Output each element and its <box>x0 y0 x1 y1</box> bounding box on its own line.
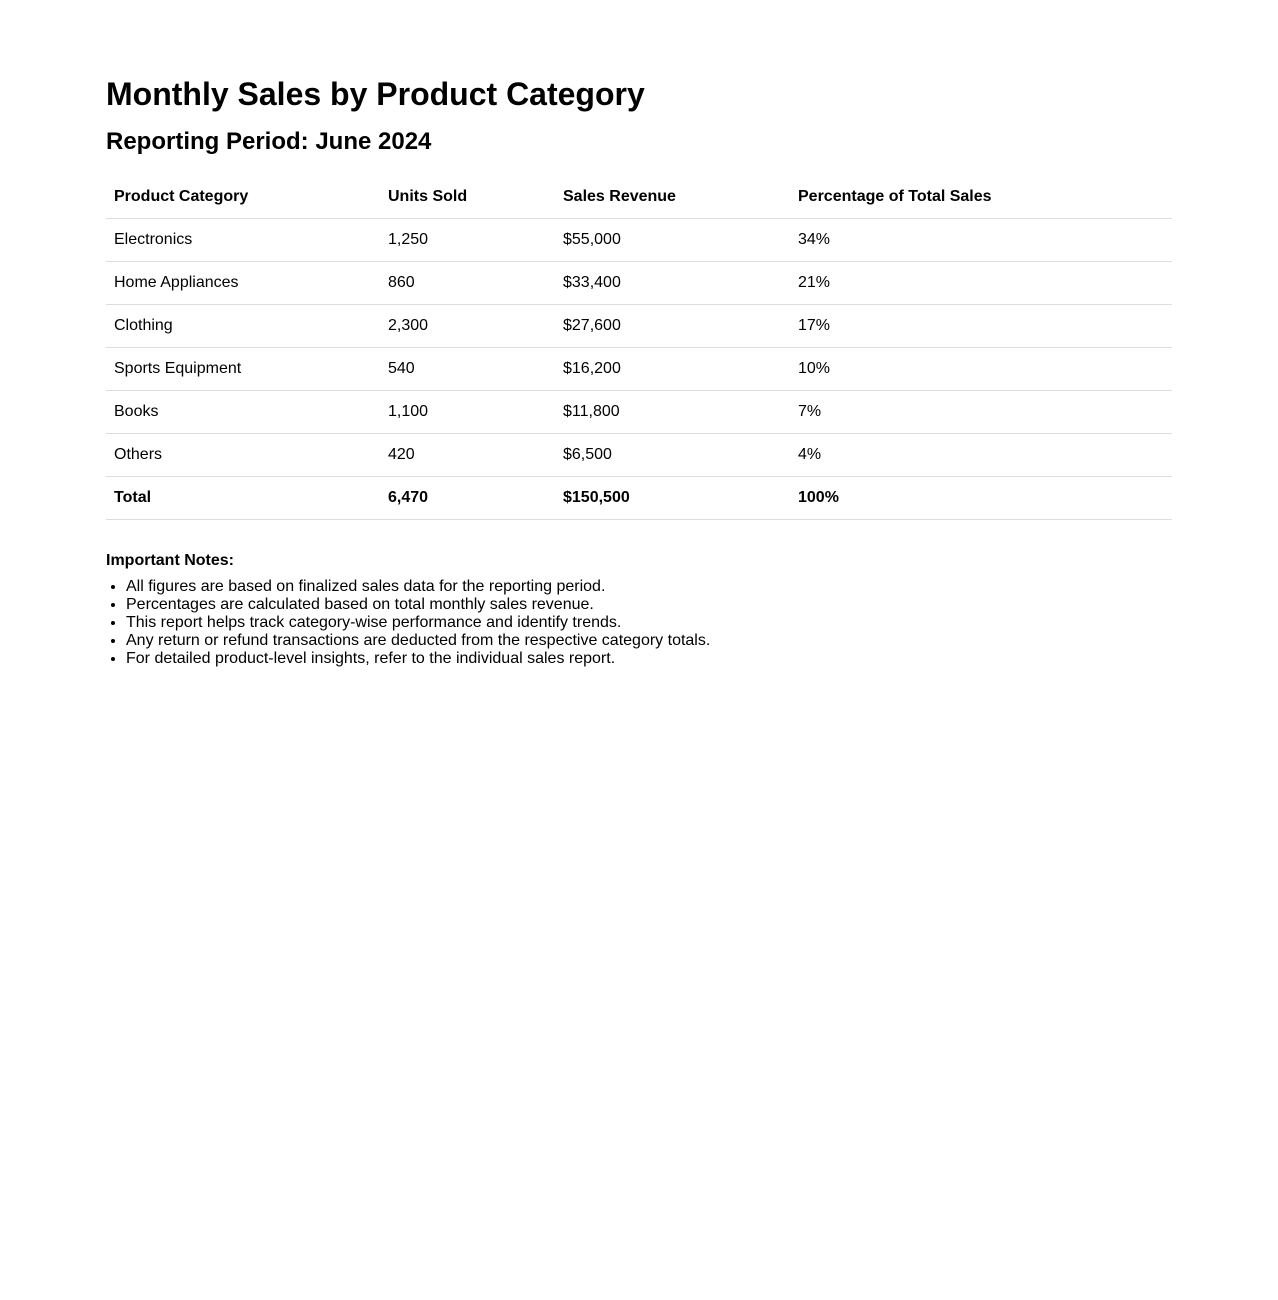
table-row <box>106 305 1172 348</box>
cell-percentage: 10% <box>790 348 1172 391</box>
cell-units: 1,250 <box>380 219 555 262</box>
cell-category: Home Appliances <box>106 262 380 305</box>
header-sales-revenue: Sales Revenue <box>555 176 790 219</box>
table-row <box>106 262 1172 305</box>
total-label: Total <box>106 477 380 520</box>
table-row <box>106 219 1172 262</box>
note-item: • Any return or refund transactions are deducted from the respective category totals. <box>126 632 1172 650</box>
cell-revenue: $33,400 <box>555 262 790 305</box>
table-header-row <box>106 176 1172 219</box>
cell-category: Books <box>106 391 380 434</box>
notes-section <box>106 552 1172 668</box>
table-row <box>106 391 1172 434</box>
note-item: • Percentages are calculated based on total monthly sales revenue. <box>126 596 1172 614</box>
cell-category: Clothing <box>106 305 380 348</box>
note-item: • For detailed product-level insights, refer to the individual sales report. <box>126 650 1172 668</box>
table-total-row <box>106 477 1172 520</box>
header-percentage: Percentage of Total Sales <box>790 176 1172 219</box>
total-units: 6,470 <box>380 477 555 520</box>
cell-revenue: $16,200 <box>555 348 790 391</box>
cell-revenue: $55,000 <box>555 219 790 262</box>
cell-units: 540 <box>380 348 555 391</box>
cell-revenue: $6,500 <box>555 434 790 477</box>
cell-units: 1,100 <box>380 391 555 434</box>
cell-category: Sports Equipment <box>106 348 380 391</box>
cell-percentage: 21% <box>790 262 1172 305</box>
header-units-sold: Units Sold <box>380 176 555 219</box>
cell-units: 420 <box>380 434 555 477</box>
table-row <box>106 348 1172 391</box>
cell-percentage: 34% <box>790 219 1172 262</box>
reporting-period-subtitle: Reporting Period: June 2024 <box>106 128 432 155</box>
notes-list <box>106 578 1172 668</box>
cell-units: 2,300 <box>380 305 555 348</box>
cell-percentage: 17% <box>790 305 1172 348</box>
cell-revenue: $27,600 <box>555 305 790 348</box>
table-row <box>106 434 1172 477</box>
cell-percentage: 7% <box>790 391 1172 434</box>
cell-revenue: $11,800 <box>555 391 790 434</box>
cell-category: Others <box>106 434 380 477</box>
page-title: Monthly Sales by Product Category <box>106 76 645 112</box>
total-revenue: $150,500 <box>555 477 790 520</box>
note-item: • All figures are based on finalized sales data for the reporting period. <box>126 578 1172 596</box>
cell-units: 860 <box>380 262 555 305</box>
cell-percentage: 4% <box>790 434 1172 477</box>
header-product-category: Product Category <box>106 176 380 219</box>
note-item: • This report helps track category-wise performance and identify trends. <box>126 614 1172 632</box>
cell-category: Electronics <box>106 219 380 262</box>
total-percentage: 100% <box>790 477 1172 520</box>
notes-title: Important Notes: <box>106 552 234 569</box>
sales-table <box>106 176 1172 520</box>
